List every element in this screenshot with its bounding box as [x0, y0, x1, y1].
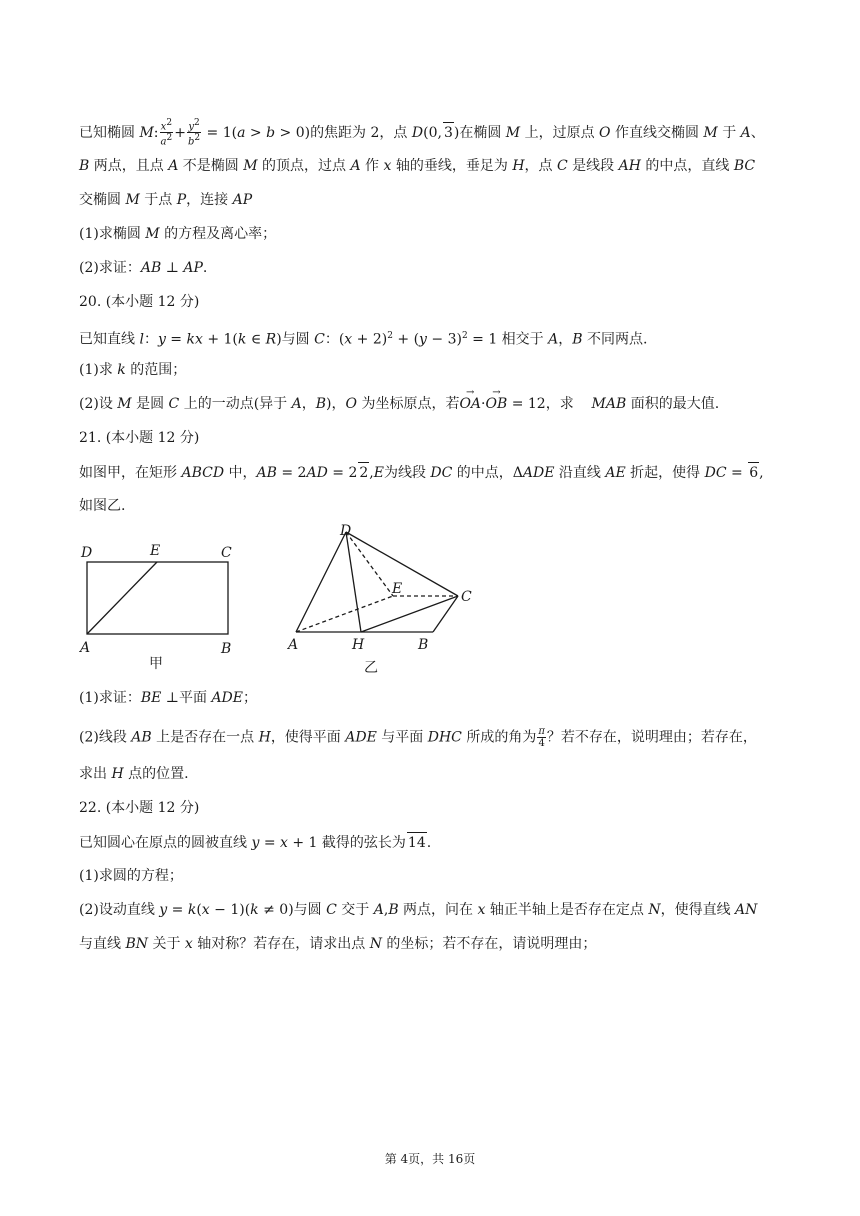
- text: ，: [558, 331, 573, 348]
- q19-line-1: 已知椭圆 M: $\frac{x^2}{a^2}$ + $\frac{y^2}{b^2}$ = 1(a > b > 0)的焦距为 2，点 D(0, 3)在椭圆 M 上，过原点 O 作直线交椭圆 M 于 A、: [79, 118, 765, 148]
- text: 截得的弦长为: [317, 835, 406, 851]
- text: 中，: [224, 465, 257, 481]
- q19-part-2: (2)求证：AB ⊥ AP.: [79, 260, 208, 276]
- text: ，: [301, 396, 316, 412]
- text: 作: [360, 158, 384, 174]
- text: 平面: [178, 690, 212, 706]
- q20-part-1: (1)求 k 的范围；: [79, 362, 187, 378]
- text: ；: [243, 690, 257, 706]
- q22-heading: 22. (本小题 12 分): [79, 800, 200, 816]
- text: 所成的角为: [461, 729, 537, 746]
- text: 于: [717, 124, 741, 141]
- text: (2)设动直线: [79, 902, 160, 918]
- text: 已知直线: [79, 331, 140, 348]
- text: 已知椭圆: [79, 124, 140, 141]
- label: A: [80, 640, 91, 656]
- q19-line-2: B 两点，且点 A 不是椭圆 M 的顶点，过点 A 作 x 轴的垂线，垂足为 H，点 C 是线段 AH 的中点，直线 BC: [79, 158, 756, 174]
- text: 在椭圆: [459, 124, 506, 141]
- text: 交于: [336, 902, 374, 918]
- caption-left: 甲: [149, 656, 163, 672]
- text: 为线段: [383, 465, 431, 481]
- q21-line-1: 如图甲，在矩形 ABCD 中，AB = 2AD = 2 2,E为线段 DC 的中点，ΔADE 沿直线 AE 折起，使得 DC = 6,: [79, 462, 779, 483]
- text: ，使得直线: [660, 902, 736, 918]
- text: 两点，且点: [89, 158, 169, 174]
- text: 的坐标；若不存在，请说明理由；: [381, 936, 597, 952]
- text: 点的位置.: [123, 766, 189, 782]
- q21-figure: [78, 522, 498, 682]
- text: 的顶点，过点: [257, 158, 351, 174]
- text: 与直线: [79, 936, 126, 952]
- text: (2)线段: [79, 729, 132, 746]
- text: 沿直线: [554, 465, 606, 481]
- text: 作直线交椭圆: [610, 124, 704, 141]
- text: 的中点，Δ: [452, 465, 523, 481]
- label: E: [392, 581, 403, 597]
- text: 是线段: [567, 158, 619, 174]
- text: )，: [326, 396, 346, 412]
- text: 两点，问在: [398, 902, 478, 918]
- label: C: [461, 589, 472, 605]
- text: 轴对称？若存在，请求出点: [192, 936, 370, 952]
- text: 为坐标原点，若: [357, 396, 460, 412]
- text: 已知圆心在原点的圆被直线: [79, 835, 252, 851]
- label: D: [81, 545, 93, 561]
- text: 求出: [79, 766, 112, 782]
- text: 与圆: [281, 331, 315, 348]
- text: (1)求椭圆: [79, 226, 146, 242]
- text: 轴的垂线，垂足为: [391, 158, 513, 174]
- text: 交椭圆: [79, 192, 126, 208]
- q21-part-2: (2)线段 AB 上是否存在一点 H，使得平面 ADE 与平面 DHC 所成的角为 $\frac{\pi}{4}$ ？若不存在，说明理由；若存在，: [79, 726, 757, 749]
- q20-part-2: (2)设 M 是圆 C 上的一动点(异于 A，B)，O 为坐标原点，若→ OA·→ OB = 12，求 MAB 面积的最大值.: [79, 394, 779, 414]
- text: 不是椭圆: [178, 158, 244, 174]
- q20-heading: 20. (本小题 12 分): [79, 294, 200, 310]
- q22-line-1: 已知圆心在原点的圆被直线 y = x + 1 截得的弦长为 14.: [79, 832, 779, 853]
- text: 是圆: [131, 396, 169, 412]
- text: (2)设: [79, 396, 118, 412]
- q21-part-2-cont: 求出 H 点的位置.: [79, 766, 189, 782]
- text: 于点: [139, 192, 177, 208]
- rect-abcd: [87, 562, 228, 634]
- text: 轴正半轴上是否存在定点: [485, 902, 649, 918]
- text: ？若不存在，说明理由；若存在，: [546, 729, 757, 746]
- text: ，使得平面: [270, 729, 346, 746]
- q22-part-2: (2)设动直线 y = k(x − 1)(k ≠ 0)与圆 C 交于 A,B 两点，问在 x 轴正半轴上是否存在定点 N，使得直线 AN: [79, 902, 758, 918]
- text: 与平面: [376, 729, 428, 746]
- label: D: [340, 523, 352, 539]
- caption-right: 乙: [364, 660, 378, 676]
- q21-line-2: 如图乙.: [79, 498, 126, 514]
- q19-line-3: 交椭圆 M 于点 P，连接 AP: [79, 192, 253, 208]
- text: 相交于: [497, 331, 549, 348]
- label: A: [288, 637, 299, 653]
- segment-ae: [87, 562, 157, 634]
- label: C: [221, 545, 232, 561]
- q21-part-1: (1)求证：BE ⊥平面 ADE；: [79, 690, 257, 706]
- text: 上是否存在一点: [151, 729, 259, 746]
- label: B: [221, 641, 232, 657]
- label: E: [150, 543, 161, 559]
- text: ，点: [524, 158, 557, 174]
- label: H: [352, 637, 365, 653]
- text: 面积的最大值.: [630, 396, 720, 412]
- q20-line-1: 已知直线 l：y = kx + 1(k ∈ R)与圆 C：$(x + 2)^2 + (y - 3)^2 = 1$ 相交于 A，B 不同两点.: [79, 331, 648, 348]
- q19-part-1: (1)求椭圆 M 的方程及离心率；: [79, 226, 277, 242]
- text: 如图甲，在矩形: [79, 465, 182, 481]
- text: ，连接: [186, 192, 233, 208]
- text: 的方程及离心率；: [159, 226, 277, 242]
- q22-part-1: (1)求圆的方程；: [79, 868, 183, 884]
- text: 与圆: [293, 902, 327, 918]
- q22-part-2-cont: 与直线 BN 关于 x 轴对称？若存在，请求出点 N 的坐标；若不存在，请说明理由；: [79, 936, 597, 952]
- text: ，求: [545, 396, 579, 412]
- text: 的范围；: [125, 362, 187, 378]
- text: 折起，使得: [625, 465, 705, 481]
- text: (1)求证：: [79, 690, 141, 706]
- text: 上的一动点(异于: [179, 396, 292, 412]
- text: 的中点，直线: [640, 158, 734, 174]
- page-footer: 第 4页，共 16页: [384, 1152, 476, 1166]
- text: 上，过原点: [520, 124, 600, 141]
- q21-heading: 21. (本小题 12 分): [79, 430, 200, 446]
- label: B: [418, 637, 429, 653]
- text: 的焦距为 2，点: [310, 124, 412, 141]
- text: 不同两点.: [582, 331, 648, 348]
- text: 关于: [148, 936, 185, 952]
- text: (1)求: [79, 362, 118, 378]
- text: ：: [324, 331, 339, 348]
- text: (2)求证：: [79, 260, 141, 276]
- text: 、: [750, 124, 765, 141]
